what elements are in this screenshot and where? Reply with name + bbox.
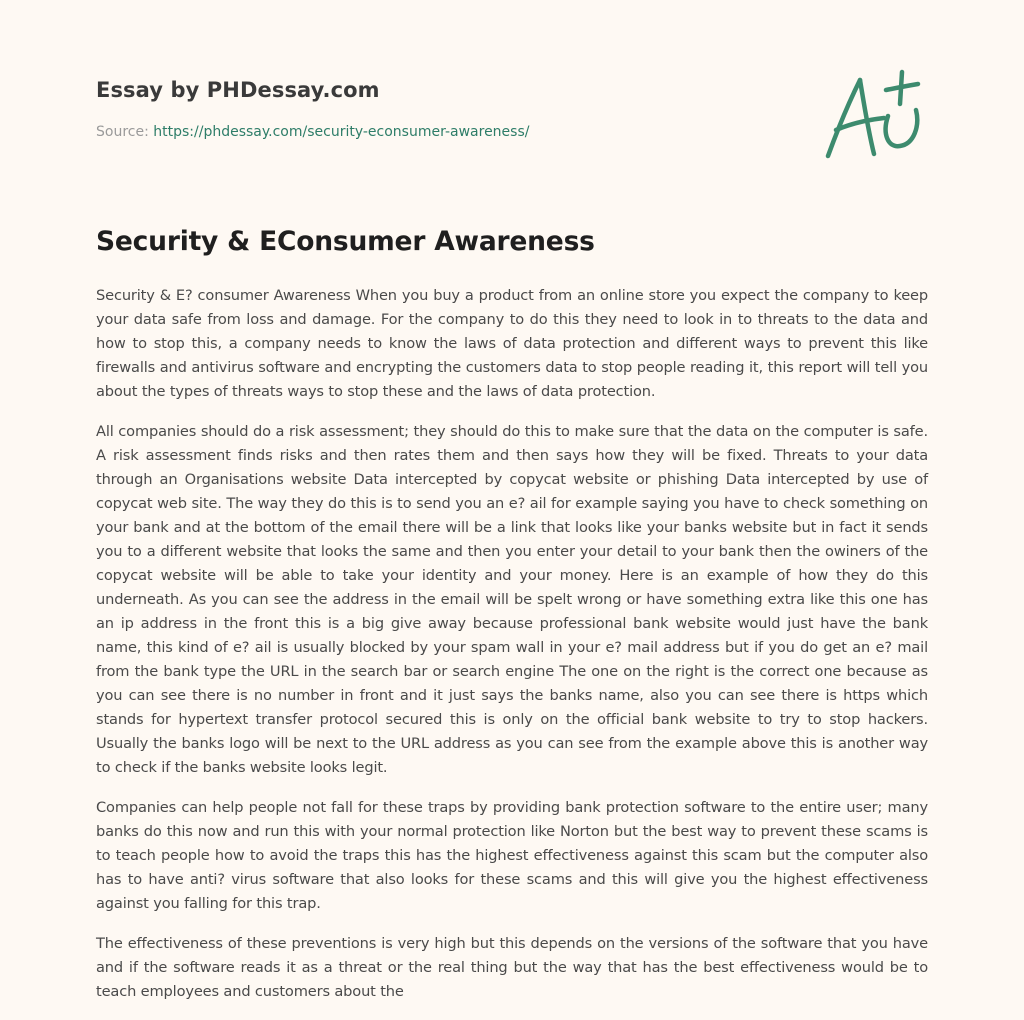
paragraph: All companies should do a risk assessment; they should do this to make sure that the data on the computer is safe. A risk assessment finds risks and then rates them and then says how they will be fixed. Threats to your data through an Organisations website Data intercepted by copycat website or phishing Data intercepted by use of copycat web site. The way they do this is to send you an e? ail for example saying you have to check something on your bank and at the bottom of the email there will be a link that looks like your banks website but in fact it sends you to a different website that looks the same and then you enter your detail to your bank then the owiners of the copycat website will be able to take your identity and your money. Here is an example of how they do this underneath. As you can see the address in the email will be spelt wrong or have something extra like this one has an ip address in the front this is a big give away because professional bank website would just have the bank name, this kind of e? ail is usually blocked by your spam wall in your e? mail address but if you do get an e? mail from the bank type the URL in the search bar or search engine The one on the right is the correct one because as you can see there is no number in front and it just says the banks name, also you can see there is https which stands for hypertext transfer protocol secured this is only on the official bank website to try to stop hackers. Usually the banks logo will be next to the URL address as you can see from the example above this is another way to check if the banks website looks legit.	[96, 423, 928, 776]
source-line	[96, 124, 529, 140]
page-header	[96, 0, 928, 200]
a-plus-grade-icon	[822, 64, 932, 168]
site-brand: Essay by PHDessay.com	[96, 78, 380, 102]
paragraph: Companies can help people not fall for these traps by providing bank protection software to the entire user; many banks do this now and run this with your normal protection like Norton but the best way to prevent these scams is to teach people how to avoid the traps this has the highest effectiveness against this scam but the computer also has to have anti? virus software that also looks for these scams and this will give you the highest effectiveness against you falling for this trap.	[96, 799, 928, 912]
article-body	[96, 284, 928, 1020]
paragraph: Security & E? consumer Awareness When you buy a product from an online store you expect the company to keep your data safe from loss and damage. For the company to do this they need to look in to threats to the data and how to stop this, a company needs to know the laws of data protection and different ways to prevent this like firewalls and antivirus software and encrypting the customers data to stop people reading it, this report will tell you about the types of threats ways to stop these and the laws of data protection.	[96, 287, 928, 400]
article-title: Security & EConsumer Awareness	[96, 226, 595, 257]
source-link[interactable]: https://phdessay.com/security-econsumer-awareness/	[153, 124, 530, 140]
paragraph: The effectiveness of these preventions is very high but this depends on the versions of the software that you have and if the software reads it as a threat or the real thing but the way that has the best effectiveness would be to teach employees and customers about the	[96, 935, 928, 1000]
source-label: Source:	[96, 124, 154, 140]
